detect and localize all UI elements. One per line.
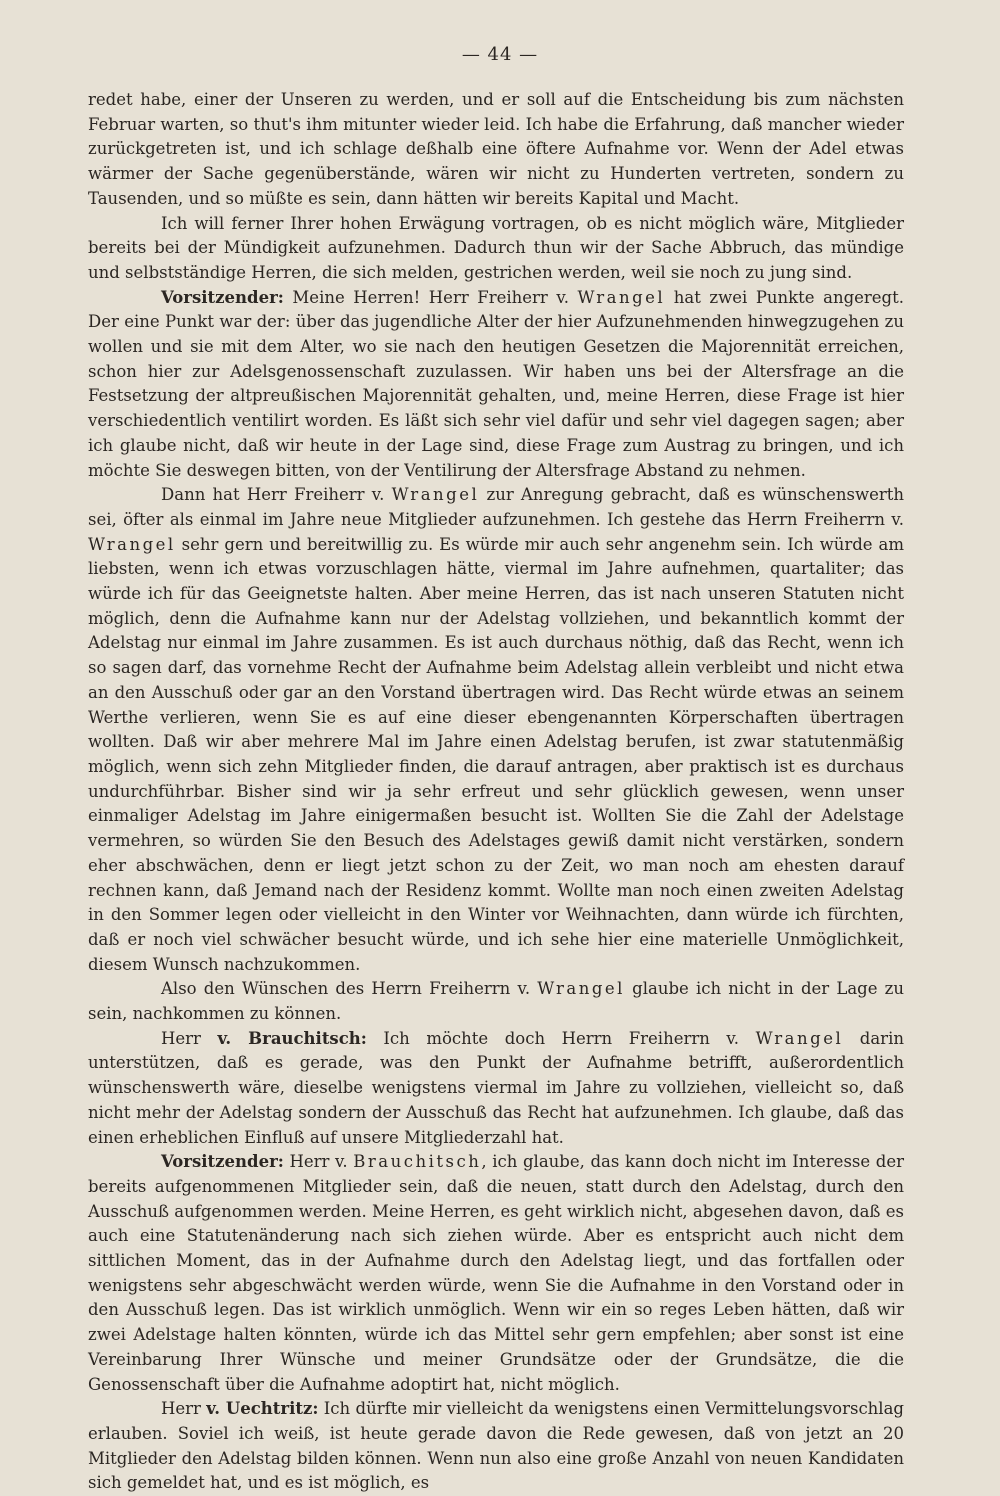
speaker-prefix: Herr xyxy=(161,1399,207,1419)
speaker-label: Vorsitzender: xyxy=(161,1152,284,1172)
paragraph-5 xyxy=(88,977,904,1026)
page-number: — 44 — xyxy=(461,44,539,65)
paragraph-text: Ich möchte doch Herrn Freiherrn v. xyxy=(366,1028,756,1048)
paragraph-1 xyxy=(88,88,904,212)
paragraph-text: hat zwei Punkte angeregt. Der eine Punkt war der: über das jugendliche Alter der hier Aufzunehmenden hinwegzugehen zu wollen und sie mit dem Alter, wo sie nach den heutigen Gesetzen die Majorennität erreichen, schon hier zur Adelsgenossenschaft zuzulassen. Wir haben uns bei der Altersfrage an die Festsetzung der altpreußischen Majorennität gehalten, und, meine Herren, diese Frage ist hier verschiedentlich ventilirt worden. Es läßt sich sehr viel dafür und sehr viel dagegen sagen; aber ich glaube nicht, daß wir heute in der Lage sind, diese Frage zum Austrag zu bringen, und ich möchte Sie deswegen bitten, von der Ventilirung der Altersfrage Abstand zu nehmen. xyxy=(88,287,904,480)
paragraph-text: Herr v. xyxy=(283,1152,354,1172)
paragraph-7 xyxy=(88,1150,904,1397)
paragraph-text: glaube ich nicht in der Lage zu sein, nachkommen zu können. xyxy=(88,979,904,1024)
paragraph-text: Also den Wünschen des Herrn Freiherrn v. xyxy=(161,979,538,999)
speaker-prefix: Herr xyxy=(161,1028,218,1048)
speaker-label: Vorsitzender: xyxy=(161,287,284,307)
paragraph-3 xyxy=(88,286,904,484)
paragraph-text: Meine Herren! Herr Freiherr v. xyxy=(283,287,578,307)
paragraph-text: darin unterstützen, daß es gerade, was den Punkt der Aufnahme betrifft, außerordentlich wünschenswerth wäre, dieselbe wenigstens viermal im Jahre zu vollziehen, vielleicht so, daß nicht mehr der Adelstag sondern der Ausschuß das Recht hat aufzunehmen. Ich glaube, daß das einen erheblichen Einfluß auf unsere Mitgliederzahl hat. xyxy=(88,1028,904,1147)
speaker-label: v. Uechtritz: xyxy=(206,1399,319,1419)
speaker-label: v. Brauchitsch: xyxy=(217,1028,367,1048)
person-name: Brauchitsch xyxy=(353,1152,482,1172)
paragraph-text: Ich dürfte mir vielleicht da wenigstens einen Vermittelungsvorschlag erlauben. Soviel ich weiß, ist heute gerade davon die Rede gewesen, daß von jetzt an 20 Mitglieder den Adelstag bilden können. Wenn nun also eine große Anzahl von neuen Kandidaten sich gemeldet hat, und es ist möglich, es xyxy=(88,1399,904,1493)
paragraph-text: sehr gern und bereitwillig zu. Es würde mir auch sehr angenehm sein. Ich würde am liebsten, wenn ich etwas vorzuschlagen hätte, viermal im Jahre aufnehmen, quartaliter; das würde ich für das Geeignetste halten. Aber meine Herren, das ist nach unseren Statuten nicht möglich, denn die Aufnahme kann nur der Adelstag vollziehen, und bekanntlich kommt der Adelstag nur einmal im Jahre zusammen. Es ist auch durchaus nöthig, daß das Recht, wenn ich so sagen darf, das vornehme Recht der Aufnahme beim Adelstag allein verbleibt und nicht etwa an den Ausschuß oder gar an den Vorstand übertragen wird. Das Recht würde etwas an seinem Werthe verlieren, wenn Sie es auf eine dieser ebengenannten Körperschaften übertragen wollten. Daß wir aber mehrere Mal im Jahre einen Adelstag berufen, ist zwar statutenmäßig möglich, wenn sich zehn Mitglieder finden, die darauf antragen, aber praktisch ist es durchaus undurchführbar. Bisher sind wir ja sehr erfreut und sehr glücklich gewesen, wenn unser einmaliger Adelstag im Jahre einigermaßen besucht ist. Wollten Sie die Zahl der Adelstage vermehren, so würden Sie den Besuch des Adelstages gewiß damit nicht verstärken, sondern eher abschwächen, denn er liegt jetzt schon zu der Zeit, wo man noch am ehesten darauf rechnen kann, daß Jemand nach der Residenz kommt. Wollte man noch einen zweiten Adelstag in den Sommer legen oder vielleicht in den Winter vor Weihnachten, dann würde ich fürchten, daß er noch viel schwächer besucht würde, und ich sehe hier eine materielle Unmöglichkeit, diesem Wunsch nachzukommen. xyxy=(88,534,904,974)
document-body xyxy=(88,88,904,1496)
person-name: Wrangel xyxy=(755,1028,844,1048)
paragraph-text: zur Anregung gebracht, daß es wünschenswerth sei, öfter als einmal im Jahre neue Mitglieder aufzunehmen. Ich gestehe das Herrn Freiherrn v. xyxy=(88,485,904,529)
paragraph-text: , ich glaube, das kann doch nicht im Interesse der bereits aufgenommenen Mitglieder sein, daß die neuen, statt durch den Adelstag, durch den Ausschuß aufgenommen werden. Meine Herren, es geht wirklich nicht, abgesehen davon, daß es auch eine Statutenänderung nach sich ziehen würde. Aber es entspricht auch nicht dem sittlichen Moment, das in der Aufnahme durch den Adelstag liegt, und das fortfallen oder wenigstens sehr abgeschwächt werden würde, wenn Sie die Aufnahme in den Vorstand oder in den Ausschuß legen. Das ist wirklich unmöglich. Wenn wir ein so reges Leben hätten, daß wir zwei Adelstage halten könnten, würde ich das Mittel sehr gern empfehlen; aber sonst ist eine Vereinbarung Ihrer Wünsche und meiner Grundsätze oder der Grundsätze, die die Genossenschaft über die Aufnahme adoptirt hat, nicht möglich. xyxy=(88,1152,904,1394)
person-name: Wrangel xyxy=(88,534,176,554)
paragraph-4 xyxy=(88,483,904,977)
paragraph-text: Ich will ferner Ihrer hohen Erwägung vortragen, ob es nicht möglich wäre, Mitglieder bereits bei der Mündigkeit aufzunehmen. Dadurch thun wir der Sache Abbruch, das mündige und selbstständige Herren, die sich melden, gestrichen werden, weil sie noch zu jung sind. xyxy=(88,213,904,282)
person-name: Wrangel xyxy=(537,979,625,999)
paragraph-text: redet habe, einer der Unseren zu werden, und er soll auf die Entscheidung bis zum nächsten Februar warten, so thut's ihm mitunter wieder leid. Ich habe die Erfahrung, daß mancher wieder zurückgetreten ist, und ich schlage deßhalb eine öftere Aufnahme vor. Wenn der Adel etwas wärmer der Sache gegenüberstände, wären wir nicht zu Hunderten vertreten, sondern zu Tausenden, und so müßte es sein, dann hätten wir bereits Kapital und Macht. xyxy=(88,90,904,208)
paragraph-2 xyxy=(88,212,904,286)
paragraph-6 xyxy=(88,1027,904,1151)
person-name: Wrangel xyxy=(391,485,480,505)
paragraph-text: Dann hat Herr Freiherr v. xyxy=(161,485,392,505)
person-name: Wrangel xyxy=(577,287,666,307)
paragraph-8 xyxy=(88,1397,904,1496)
